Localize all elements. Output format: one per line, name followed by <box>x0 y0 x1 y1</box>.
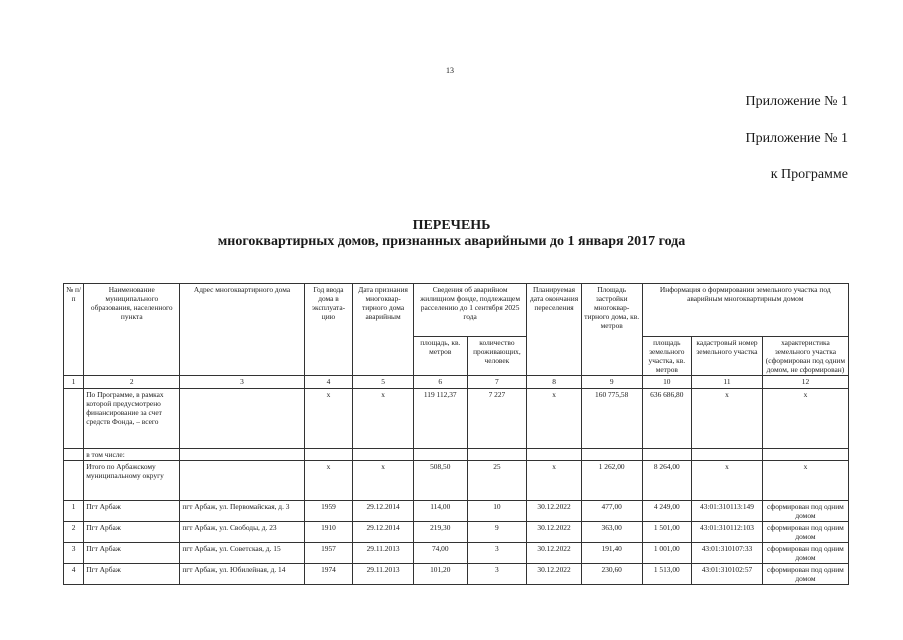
row-end-date: 30.12.2022 <box>527 501 582 522</box>
row-area: 114,00 <box>413 501 467 522</box>
row-end-date: 30.12.2022 <box>527 522 582 543</box>
appendix-label: Приложение № 1 <box>745 131 848 146</box>
subtotal-people: 25 <box>467 461 527 501</box>
column-number: 7 <box>467 376 527 389</box>
column-number: 5 <box>353 376 414 389</box>
program-total-row <box>64 389 849 449</box>
row-people: 9 <box>467 522 527 543</box>
header-area: площадь, кв. метров <box>413 337 467 376</box>
subtotal-end-date: x <box>527 461 582 501</box>
column-number: 6 <box>413 376 467 389</box>
row-year: 1957 <box>304 543 353 564</box>
row-people: 3 <box>467 564 527 585</box>
column-number: 3 <box>180 376 304 389</box>
row-end-date: 30.12.2022 <box>527 543 582 564</box>
row-date: 29.12.2014 <box>353 522 414 543</box>
row-address: пгт Арбаж, ул. Юбилейная, д. 14 <box>180 564 304 585</box>
subtotal-land-area: 8 264,00 <box>642 461 692 501</box>
row-area: 74,00 <box>413 543 467 564</box>
row-cadastral: 43:01:310112:103 <box>692 522 763 543</box>
page-number: 13 <box>446 66 454 75</box>
district-subtotal-row <box>64 461 849 501</box>
row-address: пгт Арбаж, ул. Свободы, д. 23 <box>180 522 304 543</box>
column-number: 12 <box>762 376 848 389</box>
row-build-area: 191,40 <box>581 543 642 564</box>
subtotal-area: 508,50 <box>413 461 467 501</box>
row-build-area: 363,00 <box>581 522 642 543</box>
row-settlement: Пгт Арбаж <box>84 543 180 564</box>
row-date: 29.12.2014 <box>353 501 414 522</box>
column-number: 10 <box>642 376 692 389</box>
total-cadastral: x <box>692 389 763 449</box>
total-name: По Программе, в рамках которой предусмотрено финансирование за счет средств Фонда, – всего <box>84 389 180 449</box>
header-end-date: Планируемая дата окончания переселения <box>527 284 582 376</box>
row-year: 1959 <box>304 501 353 522</box>
row-year: 1974 <box>304 564 353 585</box>
header-land-info: Информация о формировании земельного участка под аварийным многоквартирным домом <box>642 284 848 337</box>
table-row <box>64 564 849 585</box>
row-land-char: сформирован под одним домом <box>762 522 848 543</box>
row-build-area: 477,00 <box>581 501 642 522</box>
header-settlement: Наименование муниципального образования, населенного пункта <box>84 284 180 376</box>
header-address: Адрес многоквартирного дома <box>180 284 304 376</box>
row-settlement: Пгт Арбаж <box>84 564 180 585</box>
row-end-date: 30.12.2022 <box>527 564 582 585</box>
total-end-date: x <box>527 389 582 449</box>
row-address: пгт Арбаж, ул. Первомайская, д. 3 <box>180 501 304 522</box>
table-row <box>64 501 849 522</box>
appendix-label: Приложение № 1 <box>745 94 848 109</box>
row-year: 1910 <box>304 522 353 543</box>
houses-table <box>63 283 849 585</box>
total-land-area: 636 686,80 <box>642 389 692 449</box>
document-subtitle: многоквартирных домов, признанных аварийными до 1 января 2017 года <box>217 234 686 249</box>
subtotal-year: x <box>304 461 353 501</box>
column-number: 11 <box>692 376 763 389</box>
header-row <box>64 284 849 337</box>
row-land-char: сформирован под одним домом <box>762 564 848 585</box>
row-land-area: 1 513,00 <box>642 564 692 585</box>
document-title: ПЕРЕЧЕНЬ <box>412 218 491 233</box>
column-number: 4 <box>304 376 353 389</box>
row-area: 219,30 <box>413 522 467 543</box>
row-settlement: Пгт Арбаж <box>84 522 180 543</box>
subtotal-land-char: x <box>762 461 848 501</box>
header-land-char: характеристика земельного участка (сформирован под одним домом, не сформирован) <box>762 337 848 376</box>
row-land-area: 4 249,00 <box>642 501 692 522</box>
header-year: Год ввода дома в эксплуата-цию <box>304 284 353 376</box>
subtotal-date: x <box>353 461 414 501</box>
row-build-area: 230,60 <box>581 564 642 585</box>
row-people: 10 <box>467 501 527 522</box>
subtotal-build-area: 1 262,00 <box>581 461 642 501</box>
total-area: 119 112,37 <box>413 389 467 449</box>
total-land-char: x <box>762 389 848 449</box>
row-number: 3 <box>64 543 84 564</box>
row-area: 101,20 <box>413 564 467 585</box>
including-row <box>64 449 849 461</box>
column-number: 2 <box>84 376 180 389</box>
row-cadastral: 43:01:310107:33 <box>692 543 763 564</box>
table-row <box>64 522 849 543</box>
appendix-program-label: к Программе <box>770 167 848 182</box>
column-number: 9 <box>581 376 642 389</box>
row-address: пгт Арбаж, ул. Советская, д. 15 <box>180 543 304 564</box>
row-land-area: 1 001,00 <box>642 543 692 564</box>
total-build-area: 160 775,58 <box>581 389 642 449</box>
row-date: 29.11.2013 <box>353 564 414 585</box>
header-people: количество проживающих, человек <box>467 337 527 376</box>
row-land-char: сформирован под одним домом <box>762 501 848 522</box>
row-date: 29.11.2013 <box>353 543 414 564</box>
row-number: 1 <box>64 501 84 522</box>
header-cadastral: кадастровый номер земельного участка <box>692 337 763 376</box>
row-number: 2 <box>64 522 84 543</box>
column-number: 8 <box>527 376 582 389</box>
header-land-area: площадь земельного участка, кв. метров <box>642 337 692 376</box>
subtotal-name: Итого по Арбажскому муниципальному округу <box>84 461 180 501</box>
row-cadastral: 43:01:310102:57 <box>692 564 763 585</box>
total-date: x <box>353 389 414 449</box>
column-numbers-row <box>64 376 849 389</box>
header-build-area: Площадь застройки многоквар-тирного дома, кв. метров <box>581 284 642 376</box>
row-land-char: сформирован под одним домом <box>762 543 848 564</box>
total-people: 7 227 <box>467 389 527 449</box>
column-number: 1 <box>64 376 84 389</box>
subtotal-cadastral: x <box>692 461 763 501</box>
row-people: 3 <box>467 543 527 564</box>
row-cadastral: 43:01:310113:149 <box>692 501 763 522</box>
header-fund-info: Сведения об аварийном жилищном фонде, подлежащем расселению до 1 сентября 2025 года <box>413 284 526 337</box>
header-date: Дата признания многоквар-тирного дома аварийным <box>353 284 414 376</box>
row-settlement: Пгт Арбаж <box>84 501 180 522</box>
table-row <box>64 543 849 564</box>
header-num: № п/п <box>64 284 84 376</box>
row-number: 4 <box>64 564 84 585</box>
total-year: x <box>304 389 353 449</box>
including-label: в том числе: <box>84 449 180 461</box>
row-land-area: 1 501,00 <box>642 522 692 543</box>
